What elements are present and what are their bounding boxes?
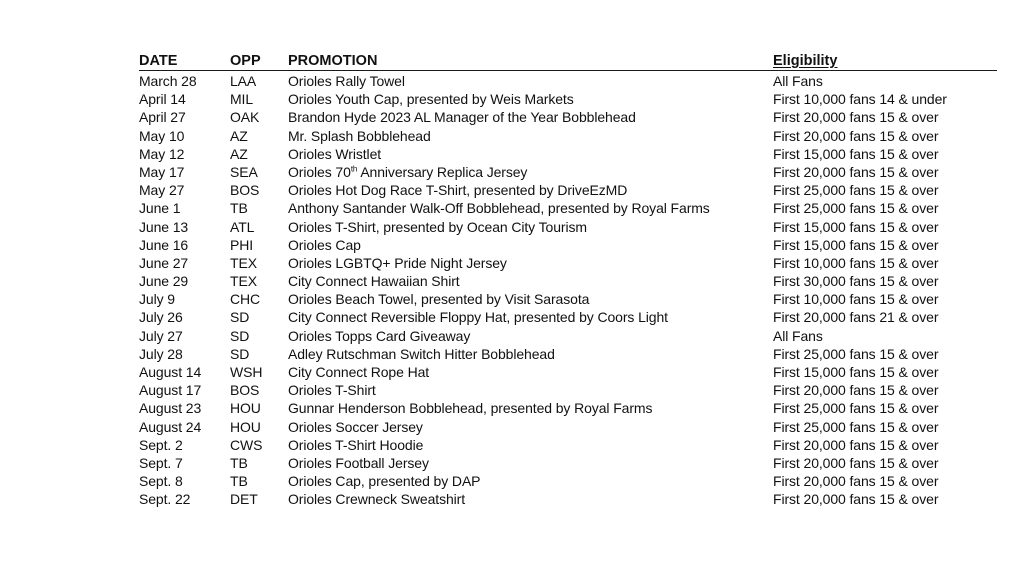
cell-promotion: Orioles T-Shirt Hoodie <box>288 436 424 453</box>
cell-eligibility: First 15,000 fans 15 & over <box>773 218 939 235</box>
table-row <box>139 290 997 308</box>
cell-date: Sept. 22 <box>139 491 191 508</box>
table-row <box>139 218 997 236</box>
cell-promotion: Orioles Hot Dog Race T-Shirt, presented by DriveEzMD <box>288 182 628 199</box>
cell-promotion: Orioles Football Jersey <box>288 454 429 471</box>
cell-eligibility: First 15,000 fans 15 & over <box>773 236 939 253</box>
table-row <box>139 181 997 199</box>
cell-promotion: Orioles T-Shirt, presented by Ocean City Tourism <box>288 218 587 235</box>
table-row <box>139 236 997 254</box>
cell-date: Sept. 7 <box>139 454 183 471</box>
table-row <box>139 145 997 163</box>
cell-promotion: Adley Rutschman Switch Hitter Bobblehead <box>288 345 555 362</box>
cell-eligibility: First 10,000 fans 15 & over <box>773 291 939 308</box>
cell-promotion: Orioles Youth Cap, presented by Weis Markets <box>288 91 574 108</box>
cell-promotion: Mr. Splash Bobblehead <box>288 127 431 144</box>
cell-opponent: TB <box>230 200 248 217</box>
cell-opponent: TB <box>230 454 248 471</box>
cell-opponent: CWS <box>230 436 263 453</box>
table-row <box>139 327 997 345</box>
cell-opponent: HOU <box>230 418 261 435</box>
cell-date: June 29 <box>139 273 189 290</box>
cell-date: July 28 <box>139 345 183 362</box>
cell-opponent: TEX <box>230 254 257 271</box>
header-promotion: PROMOTION <box>288 53 378 69</box>
cell-promotion: Brandon Hyde 2023 AL Manager of the Year Bobblehead <box>288 109 636 126</box>
cell-opponent: MIL <box>230 91 254 108</box>
cell-opponent: BOS <box>230 382 260 399</box>
cell-promotion: Gunnar Henderson Bobblehead, presented by Royal Farms <box>288 400 653 417</box>
cell-promotion: Orioles Beach Towel, presented by Visit Sarasota <box>288 291 590 308</box>
cell-eligibility: First 20,000 fans 15 & over <box>773 163 939 180</box>
cell-promotion: Orioles LGBTQ+ Pride Night Jersey <box>288 254 507 271</box>
table-row <box>139 90 997 108</box>
cell-eligibility: First 20,000 fans 15 & over <box>773 491 939 508</box>
cell-date: June 27 <box>139 254 189 271</box>
cell-opponent: ATL <box>230 218 255 235</box>
table-header-row <box>139 53 997 71</box>
table-row <box>139 127 997 145</box>
cell-eligibility: First 25,000 fans 15 & over <box>773 400 939 417</box>
cell-date: May 27 <box>139 182 185 199</box>
table-row <box>139 399 997 417</box>
cell-opponent: HOU <box>230 400 261 417</box>
cell-eligibility: All Fans <box>773 73 823 89</box>
cell-promotion: Orioles 70th Anniversary Replica Jersey <box>288 163 528 180</box>
table-row <box>139 418 997 436</box>
promotions-schedule-table <box>139 53 997 509</box>
header-eligibility: Eligibility <box>773 53 838 69</box>
table-row <box>139 381 997 399</box>
cell-date: July 27 <box>139 327 183 344</box>
cell-promotion: Orioles Cap, presented by DAP <box>288 473 481 490</box>
cell-date: March 28 <box>139 73 197 89</box>
cell-eligibility: First 20,000 fans 15 & over <box>773 382 939 399</box>
cell-eligibility: First 15,000 fans 15 & over <box>773 364 939 380</box>
table-row <box>139 345 997 363</box>
table-row <box>139 454 997 472</box>
cell-date: August 23 <box>139 400 202 417</box>
cell-date: May 10 <box>139 127 185 144</box>
cell-eligibility: First 10,000 fans 14 & under <box>773 91 947 108</box>
cell-date: Sept. 8 <box>139 473 183 490</box>
cell-eligibility: First 20,000 fans 21 & over <box>773 309 939 326</box>
cell-date: June 1 <box>139 200 181 217</box>
cell-eligibility: First 30,000 fans 15 & over <box>773 273 939 290</box>
table-row <box>139 308 997 326</box>
table-row <box>139 472 997 490</box>
cell-opponent: WSH <box>230 364 263 380</box>
table-row <box>139 436 997 454</box>
cell-promotion: Orioles Crewneck Sweatshirt <box>288 491 466 508</box>
cell-promotion: Orioles Cap <box>288 236 361 253</box>
cell-date: April 27 <box>139 109 186 126</box>
cell-eligibility: First 10,000 fans 15 & over <box>773 254 939 271</box>
cell-eligibility: First 25,000 fans 15 & over <box>773 182 939 199</box>
cell-date: August 14 <box>139 364 202 380</box>
cell-date: July 9 <box>139 291 175 308</box>
cell-opponent: SEA <box>230 163 258 180</box>
cell-date: May 12 <box>139 145 185 162</box>
table-row <box>139 254 997 272</box>
cell-opponent: LAA <box>230 73 257 89</box>
cell-promotion: Orioles Wristlet <box>288 145 382 162</box>
cell-promotion: Anthony Santander Walk-Off Bobblehead, presented by Royal Farms <box>288 200 710 217</box>
cell-promotion: Orioles Rally Towel <box>288 73 405 89</box>
cell-opponent: AZ <box>230 127 248 144</box>
cell-date: May 17 <box>139 163 185 180</box>
cell-opponent: DET <box>230 491 258 508</box>
cell-date: Sept. 2 <box>139 436 183 453</box>
cell-opponent: PHI <box>230 236 254 253</box>
cell-eligibility: First 15,000 fans 15 & over <box>773 145 939 162</box>
cell-date: August 24 <box>139 418 202 435</box>
cell-opponent: CHC <box>230 291 261 308</box>
header-opp: OPP <box>230 53 261 69</box>
cell-date: June 13 <box>139 218 189 235</box>
table-row <box>139 490 997 508</box>
cell-eligibility: First 20,000 fans 15 & over <box>773 436 939 453</box>
cell-eligibility: First 25,000 fans 15 & over <box>773 418 939 435</box>
cell-date: April 14 <box>139 91 186 108</box>
cell-opponent: BOS <box>230 182 260 199</box>
table-row <box>139 72 997 90</box>
header-date: DATE <box>139 53 178 69</box>
table-row <box>139 363 997 381</box>
cell-eligibility: All Fans <box>773 327 823 344</box>
cell-eligibility: First 25,000 fans 15 & over <box>773 345 939 362</box>
cell-date: July 26 <box>139 309 183 326</box>
cell-eligibility: First 20,000 fans 15 & over <box>773 454 939 471</box>
table-row <box>139 108 997 126</box>
cell-opponent: SD <box>230 327 250 344</box>
cell-eligibility: First 25,000 fans 15 & over <box>773 200 939 217</box>
table-row <box>139 163 997 181</box>
table-row <box>139 199 997 217</box>
cell-date: June 16 <box>139 236 189 253</box>
cell-eligibility: First 20,000 fans 15 & over <box>773 109 939 126</box>
table-row <box>139 272 997 290</box>
cell-opponent: AZ <box>230 145 248 162</box>
cell-promotion: Orioles T-Shirt <box>288 382 376 399</box>
cell-eligibility: First 20,000 fans 15 & over <box>773 473 939 490</box>
cell-date: August 17 <box>139 382 202 399</box>
cell-opponent: SD <box>230 309 250 326</box>
cell-opponent: OAK <box>230 109 260 126</box>
cell-promotion: Orioles Soccer Jersey <box>288 418 423 435</box>
cell-eligibility: First 20,000 fans 15 & over <box>773 127 939 144</box>
cell-promotion: City Connect Reversible Floppy Hat, presented by Coors Light <box>288 309 668 326</box>
cell-promotion: Orioles Topps Card Giveaway <box>288 327 471 344</box>
cell-promotion: City Connect Hawaiian Shirt <box>288 273 460 290</box>
table-body <box>139 72 997 509</box>
cell-promotion: City Connect Rope Hat <box>288 364 430 380</box>
cell-opponent: TB <box>230 473 248 490</box>
cell-opponent: SD <box>230 345 250 362</box>
cell-opponent: TEX <box>230 273 257 290</box>
